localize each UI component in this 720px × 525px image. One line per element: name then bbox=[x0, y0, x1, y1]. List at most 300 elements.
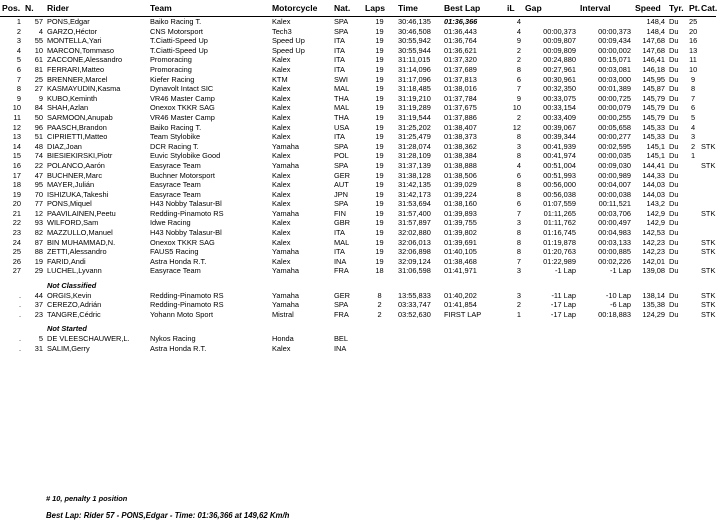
cell-number: 87 bbox=[34, 237, 43, 247]
cell-category bbox=[699, 46, 716, 56]
cell-points: 25 bbox=[689, 17, 698, 26]
cell-nat: POL bbox=[334, 151, 349, 161]
cell-category: STK bbox=[701, 141, 716, 151]
cell-points bbox=[687, 199, 699, 209]
cell-points: 3 bbox=[690, 132, 696, 142]
cell-laps: 19 bbox=[375, 26, 384, 36]
cell-category bbox=[699, 228, 716, 238]
cell-number: 84 bbox=[34, 103, 43, 113]
header-nat: Nat. bbox=[332, 0, 363, 17]
table-row bbox=[0, 65, 716, 75]
cell-speed: 145,79 bbox=[642, 93, 665, 103]
cell-speed: 142,23 bbox=[642, 247, 665, 257]
cell-speed: 144,03 bbox=[642, 180, 665, 190]
cell-interval: 00:09,434 bbox=[598, 36, 631, 46]
cell-tyre: Du bbox=[669, 228, 679, 238]
cell-rider: BUCHNER,Marc bbox=[47, 170, 103, 180]
section-not-started bbox=[0, 324, 716, 334]
cell-il: 7 bbox=[516, 84, 521, 94]
cell-best-lap: 01:36,366 bbox=[444, 17, 478, 26]
cell-best-lap: 01:36,443 bbox=[444, 26, 477, 36]
section-not-classified-label: Not Classified bbox=[47, 281, 97, 291]
header-category: Cat. bbox=[699, 0, 716, 17]
cell-laps: 19 bbox=[375, 218, 384, 228]
cell-nat: AUT bbox=[334, 180, 349, 190]
cell-time: 31:28,074 bbox=[398, 141, 431, 151]
cell-team: Team Stylobike bbox=[150, 132, 201, 142]
cell-pos: 24 bbox=[12, 237, 21, 247]
cell-pos: 26 bbox=[12, 256, 21, 266]
cell-speed: 145,33 bbox=[642, 132, 665, 142]
cell-team: Baiko Racing T. bbox=[150, 17, 202, 26]
cell-points bbox=[687, 238, 699, 248]
cell-nat: ITA bbox=[334, 228, 345, 238]
cell-nat: GBR bbox=[334, 218, 351, 228]
cell-gap: 00:56,000 bbox=[543, 180, 576, 190]
cell-number: 51 bbox=[34, 132, 43, 142]
cell-il: 8 bbox=[516, 180, 521, 190]
table-row bbox=[0, 36, 716, 46]
cell-laps: 19 bbox=[375, 112, 384, 122]
cell-interval: 00:18,883 bbox=[598, 309, 631, 319]
cell-team: Nykos Racing bbox=[150, 334, 196, 343]
cell-interval bbox=[578, 334, 633, 344]
cell-interval: 00:11,521 bbox=[598, 199, 631, 209]
cell-laps: 19 bbox=[375, 237, 384, 247]
cell-motorcycle: Yamaha bbox=[272, 290, 299, 300]
cell-il: 3 bbox=[516, 218, 521, 228]
cell-number: 9 bbox=[38, 93, 43, 103]
cell-tyre: Du bbox=[669, 189, 679, 199]
cell-pos: . bbox=[18, 300, 21, 310]
cell-gap: 00:51,004 bbox=[543, 160, 576, 170]
table-row bbox=[0, 55, 716, 65]
cell-rider: TANGRE,Cédric bbox=[47, 309, 101, 319]
cell-speed: 145,87 bbox=[642, 84, 665, 94]
cell-time: 32:06,898 bbox=[398, 247, 431, 257]
cell-laps: 19 bbox=[375, 84, 384, 94]
cell-best-lap bbox=[442, 344, 505, 354]
cell-team: VR46 Master Camp bbox=[150, 93, 215, 103]
cell-motorcycle: Kalex bbox=[272, 55, 291, 65]
cell-nat: SPA bbox=[334, 26, 349, 36]
cell-number: 88 bbox=[34, 247, 43, 257]
cell-best-lap: 01:39,802 bbox=[444, 228, 477, 238]
cell-tyre bbox=[667, 334, 687, 344]
cell-category bbox=[699, 27, 716, 37]
cell-interval bbox=[578, 344, 633, 354]
cell-category bbox=[699, 218, 716, 228]
header-pos: Pos. bbox=[0, 0, 23, 17]
cell-motorcycle: Tech3 bbox=[272, 26, 292, 36]
cell-tyre: Du bbox=[669, 208, 679, 218]
header-gap: Gap bbox=[523, 0, 578, 17]
cell-time bbox=[396, 334, 442, 344]
cell-motorcycle: Kalex bbox=[272, 199, 291, 209]
cell-number: 25 bbox=[34, 74, 43, 84]
cell-tyre: Du bbox=[669, 26, 679, 36]
cell-best-lap: 01:39,893 bbox=[444, 208, 477, 218]
cell-motorcycle: Kalex bbox=[272, 218, 291, 228]
cell-best-lap: 01:37,813 bbox=[444, 74, 477, 84]
cell-speed: 124,29 bbox=[642, 309, 665, 319]
cell-motorcycle: Honda bbox=[272, 334, 294, 343]
cell-nat: SPA bbox=[334, 17, 349, 26]
cell-speed: 148,4 bbox=[646, 17, 665, 26]
table-row bbox=[0, 17, 716, 27]
cell-number: 74 bbox=[34, 151, 43, 161]
cell-rider: MAYER,Julián bbox=[47, 180, 95, 190]
cell-points: 9 bbox=[690, 74, 696, 84]
table-row bbox=[0, 190, 716, 200]
cell-best-lap: 01:38,373 bbox=[444, 132, 477, 142]
cell-laps: 2 bbox=[377, 300, 382, 310]
cell-interval: 00:05,658 bbox=[598, 122, 631, 132]
cell-gap: 00:33,409 bbox=[543, 112, 576, 122]
cell-points bbox=[687, 300, 699, 310]
cell-interval: 00:04,983 bbox=[598, 228, 631, 238]
cell-rider: MARCON,Tommaso bbox=[47, 45, 114, 55]
cell-best-lap: 01:38,468 bbox=[444, 256, 477, 266]
cell-tyre: Du bbox=[669, 160, 679, 170]
cell-time: 13:55,833 bbox=[398, 290, 431, 300]
cell-number: 31 bbox=[34, 343, 43, 353]
cell-best-lap: 01:39,691 bbox=[444, 237, 477, 247]
cell-points bbox=[687, 344, 699, 354]
cell-number: 57 bbox=[34, 17, 43, 26]
cell-il: 2 bbox=[516, 55, 521, 65]
cell-speed: 138,14 bbox=[642, 290, 665, 300]
cell-team: Kiefer Racing bbox=[150, 74, 195, 84]
cell-tyre: Du bbox=[669, 122, 679, 132]
cell-category bbox=[699, 132, 716, 142]
cell-tyre: Du bbox=[669, 247, 679, 257]
cell-il: 4 bbox=[516, 26, 521, 36]
cell-time: 32:02,880 bbox=[398, 228, 431, 238]
cell-best-lap: 01:41,971 bbox=[444, 266, 477, 276]
cell-motorcycle: Kalex bbox=[272, 151, 291, 161]
cell-il: 9 bbox=[516, 36, 521, 46]
table-row bbox=[0, 75, 716, 85]
cell-laps: 19 bbox=[375, 208, 384, 218]
cell-points: 11 bbox=[689, 55, 697, 65]
cell-best-lap: 01:38,888 bbox=[444, 160, 477, 170]
cell-motorcycle: Kalex bbox=[272, 228, 291, 238]
cell-nat: INA bbox=[334, 256, 347, 266]
cell-il: 2 bbox=[516, 300, 521, 310]
cell-time: 31:38,128 bbox=[398, 170, 431, 180]
cell-interval: -10 Lap bbox=[605, 290, 631, 300]
cell-team: Promoracing bbox=[150, 64, 192, 74]
cell-best-lap bbox=[442, 334, 505, 344]
cell-team: Easyrace Team bbox=[150, 160, 201, 170]
cell-category: STK bbox=[701, 237, 716, 247]
table-row bbox=[0, 291, 716, 301]
cell-tyre: Du bbox=[669, 84, 679, 94]
cell-points bbox=[687, 171, 699, 181]
table-row bbox=[0, 218, 716, 228]
cell-rider: CIPRIETTI,Matteo bbox=[47, 132, 108, 142]
cell-laps: 19 bbox=[375, 17, 384, 26]
cell-laps: 19 bbox=[375, 180, 384, 190]
table-row bbox=[0, 132, 716, 142]
cell-time: 31:11,015 bbox=[398, 55, 431, 65]
cell-speed: 142,01 bbox=[642, 256, 665, 266]
cell-category bbox=[699, 199, 716, 209]
table-header-row bbox=[0, 0, 716, 17]
cell-pos: 21 bbox=[12, 208, 21, 218]
header-points: Pt. bbox=[687, 0, 699, 17]
cell-il: 7 bbox=[516, 256, 521, 266]
cell-speed bbox=[633, 334, 667, 344]
cell-nat: SPA bbox=[334, 199, 349, 209]
cell-pos: . bbox=[18, 290, 21, 300]
cell-team: Onexox TKKR SAG bbox=[150, 237, 215, 247]
cell-time: 31:14,096 bbox=[398, 64, 431, 74]
cell-speed bbox=[633, 344, 667, 354]
cell-time: 31:42,135 bbox=[398, 180, 431, 190]
cell-nat: SPA bbox=[334, 300, 349, 310]
header-il: iL bbox=[505, 0, 523, 17]
cell-gap: 00:51,993 bbox=[543, 170, 576, 180]
cell-motorcycle: Kalex bbox=[272, 343, 291, 353]
table-row bbox=[0, 46, 716, 56]
cell-pos: 10 bbox=[12, 103, 21, 113]
cell-number: 47 bbox=[34, 170, 43, 180]
cell-speed: 142,23 bbox=[642, 237, 665, 247]
cell-best-lap: 01:36,621 bbox=[444, 45, 477, 55]
cell-number: 96 bbox=[34, 122, 43, 132]
penalty-note: # 10, penalty 1 position bbox=[46, 494, 128, 503]
header-motorcycle: Motorcycle bbox=[270, 0, 332, 17]
cell-interval: 00:03,133 bbox=[598, 237, 631, 247]
table-row bbox=[0, 94, 716, 104]
cell-number: 82 bbox=[34, 228, 43, 238]
cell-points bbox=[687, 180, 699, 190]
cell-best-lap: 01:36,764 bbox=[444, 36, 477, 46]
cell-rider: ISHIZUKA,Takeshi bbox=[47, 189, 109, 199]
cell-nat: THA bbox=[334, 112, 349, 122]
header-time: Time bbox=[396, 0, 442, 17]
cell-points bbox=[687, 209, 699, 219]
cell-category bbox=[699, 103, 716, 113]
cell-gap: -17 Lap bbox=[550, 309, 576, 319]
cell-category bbox=[699, 180, 716, 190]
cell-pos: 11 bbox=[13, 112, 21, 122]
cell-laps: 19 bbox=[375, 256, 384, 266]
header-best-lap: Best Lap bbox=[442, 0, 505, 17]
cell-speed: 135,38 bbox=[642, 300, 665, 310]
cell-pos: 27 bbox=[12, 266, 21, 276]
cell-tyre: Du bbox=[669, 309, 679, 319]
cell-motorcycle: Kalex bbox=[272, 103, 291, 113]
cell-pos: 6 bbox=[16, 64, 21, 74]
cell-best-lap: 01:40,202 bbox=[444, 290, 477, 300]
cell-gap: 00:56,038 bbox=[543, 189, 576, 199]
cell-pos: 4 bbox=[16, 45, 21, 55]
cell-il: 6 bbox=[516, 199, 521, 209]
cell-points: 4 bbox=[690, 122, 696, 132]
cell-il: 2 bbox=[516, 112, 521, 122]
cell-number: 22 bbox=[34, 160, 43, 170]
cell-il: 3 bbox=[516, 290, 521, 300]
cell-rider: DIAZ,Joan bbox=[47, 141, 82, 151]
cell-motorcycle: Kalex bbox=[272, 93, 291, 103]
cell-motorcycle: Kalex bbox=[272, 17, 291, 26]
cell-speed: 145,33 bbox=[642, 122, 665, 132]
cell-number: 19 bbox=[34, 256, 43, 266]
cell-best-lap: 01:37,689 bbox=[444, 64, 477, 74]
cell-number: 23 bbox=[34, 309, 43, 319]
cell-laps: 19 bbox=[375, 199, 384, 209]
table-row bbox=[0, 266, 716, 276]
cell-interval: 00:03,706 bbox=[598, 208, 631, 218]
cell-team: VR46 Master Camp bbox=[150, 112, 215, 122]
cell-gap: -11 Lap bbox=[551, 290, 576, 300]
cell-gap: 01:11,265 bbox=[543, 208, 576, 218]
cell-pos: 8 bbox=[16, 84, 21, 94]
cell-category bbox=[699, 334, 716, 344]
cell-time: 32:09,124 bbox=[398, 256, 431, 266]
cell-il bbox=[505, 334, 523, 344]
cell-tyre bbox=[667, 344, 687, 354]
cell-nat: INA bbox=[334, 343, 347, 353]
cell-time: 03:33,747 bbox=[398, 300, 431, 310]
best-lap-summary: Best Lap: Rider 57 - PONS,Edgar - Time: 01:36,366 at 149,62 Km/h bbox=[46, 511, 290, 520]
cell-points: 2 bbox=[690, 141, 696, 151]
cell-number: 44 bbox=[34, 290, 43, 300]
cell-points bbox=[687, 190, 699, 200]
cell-tyre: Du bbox=[669, 36, 679, 46]
cell-rider: BIESIEKIRSKI,Piotr bbox=[47, 151, 113, 161]
cell-time: 31:25,479 bbox=[398, 132, 431, 142]
cell-tyre: Du bbox=[669, 256, 679, 266]
cell-gap: 00:32,350 bbox=[543, 84, 576, 94]
cell-nat: JPN bbox=[334, 189, 348, 199]
cell-number: 93 bbox=[34, 218, 43, 228]
cell-gap: 00:09,807 bbox=[543, 36, 576, 46]
cell-team: Astra Honda R.T. bbox=[150, 343, 207, 353]
cell-team: Easyrace Team bbox=[150, 180, 201, 190]
cell-interval: 00:00,373 bbox=[598, 26, 631, 36]
cell-points: 8 bbox=[690, 84, 696, 94]
table-row bbox=[0, 344, 716, 354]
cell-nat: GER bbox=[334, 290, 351, 300]
cell-number: 10 bbox=[34, 45, 43, 55]
cell-laps: 19 bbox=[375, 74, 384, 84]
cell-laps: 19 bbox=[375, 103, 384, 113]
cell-points bbox=[687, 218, 699, 228]
cell-rider: KUBO,Keminth bbox=[47, 93, 98, 103]
cell-motorcycle: Yamaha bbox=[272, 160, 299, 170]
table-row bbox=[0, 310, 716, 320]
cell-points: 13 bbox=[689, 45, 698, 55]
cell-gap: 01:20,763 bbox=[543, 247, 576, 257]
cell-number: 70 bbox=[34, 189, 43, 199]
cell-gap bbox=[523, 17, 578, 27]
cell-nat: FIN bbox=[334, 208, 346, 218]
cell-speed: 145,79 bbox=[642, 112, 665, 122]
cell-tyre: Du bbox=[669, 64, 679, 74]
cell-time: 31:25,202 bbox=[398, 122, 431, 132]
cell-nat: MAL bbox=[334, 237, 350, 247]
cell-number: 95 bbox=[34, 180, 43, 190]
cell-speed: 147,68 bbox=[642, 36, 665, 46]
cell-speed: 147,68 bbox=[642, 45, 665, 55]
cell-pos: 3 bbox=[16, 36, 21, 46]
cell-il: 8 bbox=[516, 64, 521, 74]
cell-category bbox=[699, 151, 716, 161]
header-rider: Rider bbox=[45, 0, 148, 17]
cell-interval: 00:00,038 bbox=[598, 189, 631, 199]
cell-category bbox=[699, 65, 716, 75]
table-row bbox=[0, 142, 716, 152]
cell-category bbox=[699, 257, 716, 267]
cell-category bbox=[699, 84, 716, 94]
cell-tyre: Du bbox=[669, 103, 679, 113]
cell-il: 8 bbox=[516, 189, 521, 199]
cell-team: Onexox TKKR SAG bbox=[150, 103, 215, 113]
cell-time: 30:46,135 bbox=[398, 17, 431, 26]
cell-il: 12 bbox=[512, 122, 521, 132]
cell-best-lap: 01:37,320 bbox=[444, 55, 477, 65]
table-row bbox=[0, 180, 716, 190]
cell-gap bbox=[523, 344, 578, 354]
cell-motorcycle: Kalex bbox=[272, 189, 291, 199]
cell-category: STK bbox=[701, 247, 716, 257]
cell-speed: 144,33 bbox=[642, 170, 665, 180]
cell-nat: SPA bbox=[334, 141, 349, 151]
cell-il: 8 bbox=[516, 247, 521, 257]
cell-best-lap: FIRST LAP bbox=[444, 309, 482, 319]
cell-speed: 139,08 bbox=[642, 266, 665, 276]
cell-laps: 19 bbox=[375, 228, 384, 238]
cell-nat: FRA bbox=[334, 309, 349, 319]
cell-gap: 00:30,961 bbox=[543, 74, 576, 84]
cell-motorcycle: Kalex bbox=[272, 170, 291, 180]
cell-gap: -17 Lap bbox=[550, 300, 576, 310]
cell-speed: 145,1 bbox=[646, 151, 665, 161]
cell-nat: BEL bbox=[334, 334, 348, 343]
cell-pos: 22 bbox=[12, 218, 21, 228]
table-row bbox=[0, 300, 716, 310]
cell-motorcycle: Yamaha bbox=[272, 266, 299, 276]
cell-laps: 19 bbox=[375, 93, 384, 103]
cell-tyre: Du bbox=[669, 290, 679, 300]
table-row bbox=[0, 199, 716, 209]
cell-category: STK bbox=[701, 290, 716, 300]
cell-interval: 00:02,226 bbox=[598, 256, 631, 266]
cell-pos: 20 bbox=[12, 199, 21, 209]
cell-il: 3 bbox=[516, 266, 521, 276]
cell-points: 7 bbox=[690, 93, 696, 103]
cell-speed: 146,18 bbox=[642, 64, 665, 74]
cell-time: 31:57,400 bbox=[398, 208, 431, 218]
cell-interval: 00:04,007 bbox=[598, 180, 631, 190]
cell-gap: -1 Lap bbox=[555, 266, 576, 276]
table-row bbox=[0, 27, 716, 37]
cell-motorcycle: Kalex bbox=[272, 112, 291, 122]
cell-team: H43 Nobby Talasur-Bl bbox=[150, 228, 222, 238]
cell-rider: PAAVILAINEN,Peetu bbox=[47, 208, 116, 218]
cell-gap: 00:09,809 bbox=[543, 45, 576, 55]
cell-best-lap: 01:37,784 bbox=[444, 93, 477, 103]
cell-laps: 19 bbox=[375, 132, 384, 142]
cell-gap: 00:41,939 bbox=[543, 141, 576, 151]
cell-best-lap: 01:38,362 bbox=[444, 141, 477, 151]
cell-number: 27 bbox=[34, 84, 43, 94]
cell-tyre: Du bbox=[669, 132, 679, 142]
